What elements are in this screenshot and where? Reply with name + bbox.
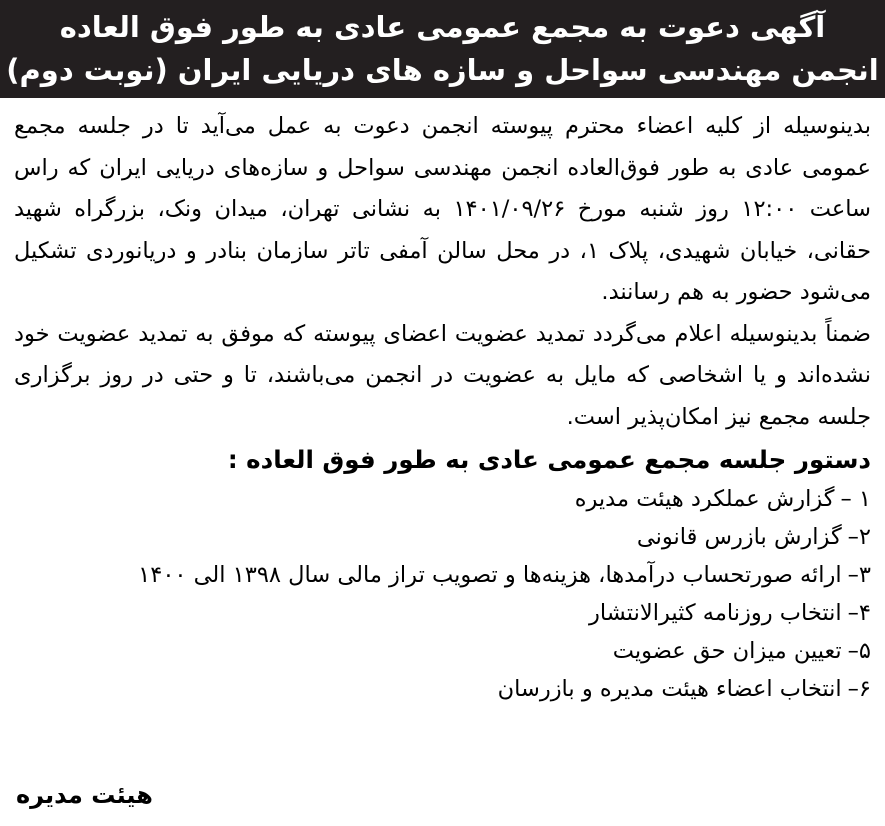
agenda-item [14,556,871,594]
membership-paragraph: ضمناً بدینوسیله اعلام می‌گردد تمدید عضویت اعضای پیوسته که موفق به تمدید عضویت خود نشده‌اند و یا اشخاصی که مایل به عضویت در انجمن می‌باشند، تا و حتی در روز برگزاری جلسه مجمع نیز امکان‌پذیر است. [14,320,871,430]
agenda-item-number: ۶– [847,676,871,702]
notice-header [0,0,885,98]
agenda-item [14,594,871,632]
agenda-item [14,632,871,670]
agenda-item-text: گزارش عملکرد هیئت مدیره [574,486,835,512]
agenda-title: دستور جلسه مجمع عمومی عادی به طور فوق العاده : [227,445,871,474]
notice-subtitle: انجمن مهندسی سواحل و سازه های دریایی ایران (نوبت دوم) [6,53,879,87]
agenda-item-number: ۱ – [840,486,871,512]
agenda-item-number: ۳– [847,562,871,588]
agenda-item-number: ۲– [847,524,871,550]
agenda-item-number: ۵– [847,638,871,664]
board-signature: هیئت مدیره [16,781,153,809]
notice-title: آگهی دعوت به مجمع عمومی عادی به طور فوق العاده [59,10,826,44]
agenda-item-text: انتخاب اعضاء هیئت مدیره و بازرسان [497,676,842,702]
agenda-item-text: ارائه صورتحساب درآمدها، هزینه‌ها و تصویب تراز مالی سال ۱۳۹۸ الی ۱۴۰۰ [138,562,842,588]
agenda-item [14,670,871,708]
agenda-item-text: تعیین میزان حق عضویت [612,638,842,664]
agenda-list [14,480,871,708]
agenda-item-number: ۴– [847,600,871,626]
agenda-item [14,518,871,556]
notice-body [0,98,885,708]
agenda-item [14,480,871,518]
agenda-item-text: گزارش بازرس قانونی [636,524,842,550]
invitation-paragraph: بدینوسیله از کلیه اعضاء محترم پیوسته انجمن دعوت به عمل می‌آید تا در جلسه مجمع عمومی عادی به طور فوق‌العاده انجمن مهندسی سواحل و سازه‌های دریایی ایران که راس ساعت ۱۲:۰۰ روز شنبه مورخ ۱۴۰۱/۰۹/۲۶ به نشانی تهران، میدان ونک، بزرگراه شهید حقانی، خیابان شهیدی، پلاک ۱، در محل سالن آمفی تاتر سازمان بنادر و دریانوردی تشکیل می‌شود حضور به هم رسانند. [14,113,872,305]
agenda-item-text: انتخاب روزنامه کثیرالانتشار [589,600,842,626]
